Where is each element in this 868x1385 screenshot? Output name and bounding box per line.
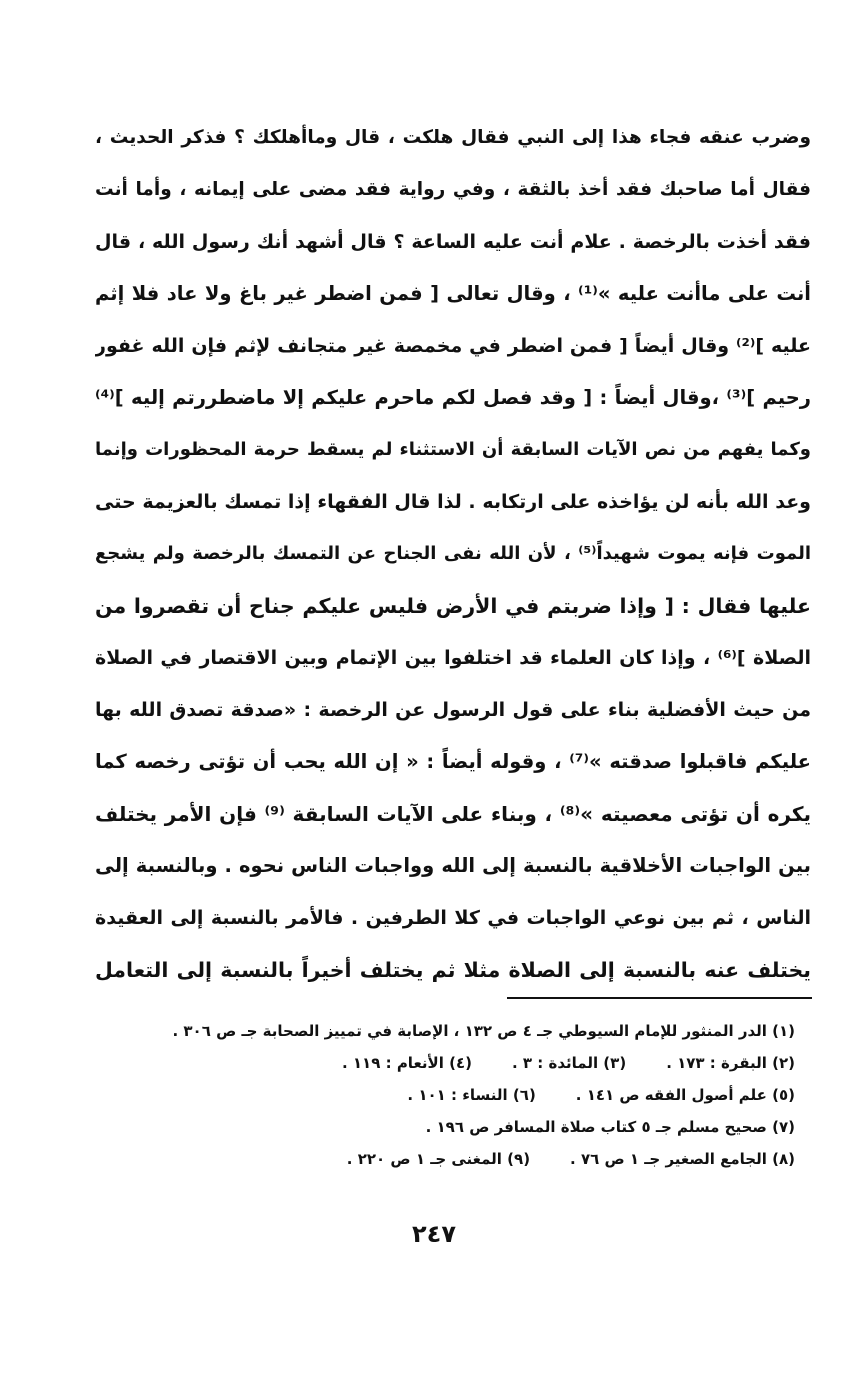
text-line-10: عليها فقال : [ وإذا ضربتم في الأرض فليس عليكم جناح أن تقصروا من xyxy=(95,594,811,618)
footnote-line-4 xyxy=(95,1111,795,1143)
text-line-9: الموت فإنه يموت شهيداً⁽⁵⁾ ، لأن الله نفى الجناح عن التمسك بالرخصة ولم يشجع xyxy=(95,543,811,564)
text-line-8: وعد الله بأنه لن يؤاخذه على ارتكابه . لذا قال الفقهاء إذا تمسك بالعزيمة حتى xyxy=(95,491,811,513)
text-line-1: وضرب عنقه فجاء هذا إلى النبي فقال هلكت ، قال وماأهلكك ؟ فذكر الحديث ، xyxy=(95,127,811,148)
text-line-5: عليه ]⁽²⁾ وقال أيضاً [ فمن اضطر في مخمصة غير متجانف لإثم فإن الله غفور xyxy=(95,335,811,357)
main-text-block xyxy=(95,112,811,996)
text-line-3: فقد أخذت بالرخصة . علام أنت عليه الساعة ؟ قال أشهد أنك رسول الله ، قال xyxy=(95,231,811,253)
footnote-line-3 xyxy=(95,1079,795,1111)
footnote-3: (٣) المائدة : ٣ . xyxy=(511,1054,627,1072)
footnote-line-5 xyxy=(95,1143,795,1175)
text-line-4: أنت على ماأنت عليه »⁽¹⁾ ، وقال تعالى [ فمن اضطر غير باغ ولا عاد فلا إثم xyxy=(95,282,811,305)
text-line-13: عليكم فاقبلوا صدقته »⁽⁷⁾ ، وقوله أيضاً : « إن الله يحب أن تؤتى رخصه كما xyxy=(95,750,811,773)
text-line-2: فقال أما صاحبك فقد أخذ بالثقة ، وفي رواية فقد مضى على إيمانه ، وأما أنت xyxy=(95,179,811,200)
footnote-6: (٦) النساء : ١٠١ . xyxy=(407,1086,536,1104)
footnote-line-1 xyxy=(95,1015,795,1047)
text-line-11: الصلاة ]⁽⁶⁾ ، وإذا كان العلماء قد اختلفوا بين الإتمام وبين الاقتصار في الصلاة xyxy=(95,647,811,669)
footnote-8: (٨) الجامع الصغير جـ ١ ص ٧٦ . xyxy=(570,1150,795,1168)
footnote-4: (٤) الأنعام : ١١٩ . xyxy=(341,1054,472,1072)
footnote-7: (٧) صحيح مسلم جـ ٥ كتاب صلاة المسافر ص ١٩٦ . xyxy=(425,1118,795,1136)
footnotes-block xyxy=(95,1015,795,1175)
text-line-7: وكما يفهم من نص الآيات السابقة أن الاستثناء لم يسقط حرمة المحظورات وإنما xyxy=(95,439,811,460)
text-line-14: يكره أن تؤتى معصيته »⁽⁸⁾ ، وبناء على الآيات السابقة ⁽⁹⁾ فإن الأمر يختلف xyxy=(95,802,811,826)
footnote-1: (١) الدر المنثور للإمام السيوطي جـ ٤ ص ١٣٢ ، الإصابة في تمييز الصحابة جـ ص ٣٠٦ . xyxy=(172,1022,795,1040)
text-line-17: يختلف عنه بالنسبة إلى الصلاة مثلا ثم يختلف أخيراً بالنسبة إلى التعامل xyxy=(95,958,811,982)
footnote-line-2 xyxy=(95,1047,795,1079)
footnote-separator xyxy=(507,997,812,999)
footnote-9: (٩) المغنى جـ ١ ص ٢٢٠ . xyxy=(346,1150,531,1168)
page-number: ٢٤٧ xyxy=(412,1220,456,1248)
footnote-5: (٥) علم أصول الفقه ص ١٤١ . xyxy=(575,1086,795,1104)
text-line-15: بين الواجبات الأخلاقية بالنسبة إلى الله وواجبات الناس نحوه . وبالنسبة إلى xyxy=(95,854,811,877)
text-line-16: الناس ، ثم بين نوعي الواجبات في كلا الطرفين . فالأمر بالنسبة إلى العقيدة xyxy=(95,907,811,929)
footnote-2: (٢) البقرة : ١٧٣ . xyxy=(666,1054,795,1072)
text-line-12: من حيث الأفضلية بناء على قول الرسول عن الرخصة : «صدقة تصدق الله بها xyxy=(95,699,811,721)
text-line-6: رحيم ]⁽³⁾ ،وقال أيضاً : [ وقد فصل لكم ماحرم عليكم إلا ماضطررتم إليه ]⁽⁴⁾ xyxy=(95,386,811,409)
